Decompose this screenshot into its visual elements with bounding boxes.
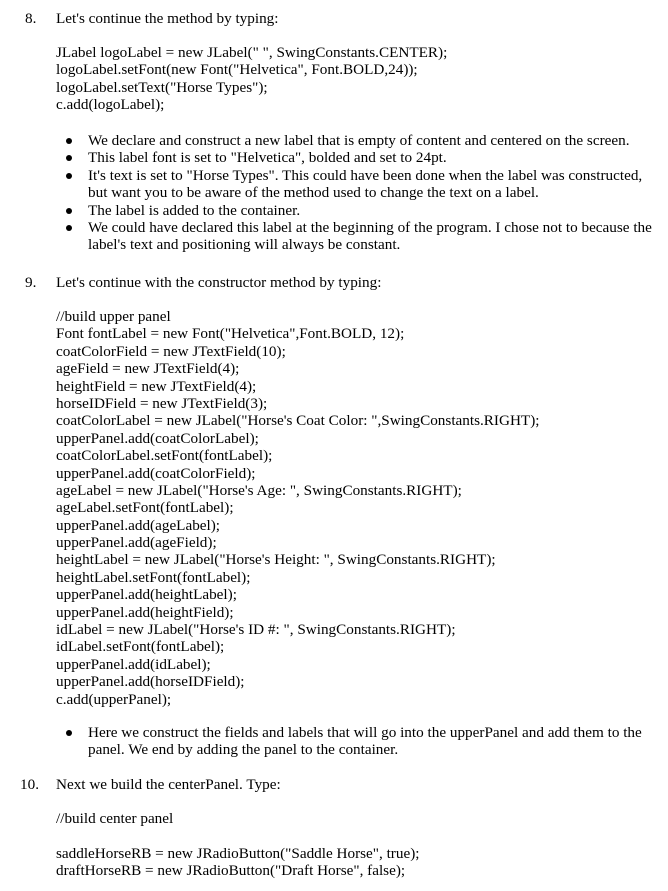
step-intro: Next we build the centerPanel. Type: — [56, 776, 281, 793]
code-block-step-10 — [56, 845, 668, 880]
code-line: ageLabel.setFont(fontLabel); — [56, 499, 234, 517]
bullet-text: We declare and construct a new label that is empty of content and centered on the screen. — [88, 132, 630, 149]
code-line: upperPanel.add(heightLabel); — [56, 586, 237, 604]
bullet-dot — [66, 138, 72, 144]
bullet-list-step-8 — [0, 132, 668, 254]
code-line: upperPanel.add(heightField); — [56, 603, 234, 621]
code-line: c.add(upperPanel); — [56, 690, 172, 708]
bullet-item — [0, 724, 668, 759]
code-block-step-8 — [56, 44, 668, 114]
bullet-item — [0, 167, 668, 202]
code-line: ageLabel = new JLabel("Horse's Age: ", SwingConstants.RIGHT); — [56, 481, 462, 499]
step-number: 10. — [20, 776, 39, 793]
bullet-dot — [66, 173, 72, 179]
code-line: //build upper panel — [56, 308, 171, 325]
code-line: horseIDField = new JTextField(3); — [56, 394, 268, 412]
code-line: JLabel logoLabel = new JLabel(" ", SwingConstants.CENTER); — [56, 44, 448, 61]
code-line: c.add(logoLabel); — [56, 96, 165, 114]
bullet-dot — [66, 730, 72, 736]
code-line: idLabel = new JLabel("Horse's ID #: ", SwingConstants.RIGHT); — [56, 621, 456, 639]
code-line: logoLabel.setFont(new Font("Helvetica", Font.BOLD,24)); — [56, 61, 418, 79]
bullet-text: We could have declared this label at the beginning of the program. I chose not to because the label's text and positioning will always be constant. — [88, 219, 652, 254]
bullet-text: Here we construct the fields and labels that will go into the upperPanel and add them to the panel. We end by adding the panel to the container. — [88, 724, 642, 759]
bullet-dot — [66, 225, 72, 231]
bullet-item — [0, 132, 668, 149]
code-line: idLabel.setFont(fontLabel); — [56, 638, 225, 656]
code-block-step-9 — [56, 308, 668, 708]
bullet-item — [0, 202, 668, 219]
code-line: coatColorLabel = new JLabel("Horse's Coat Color: ",SwingConstants.RIGHT); — [56, 412, 540, 430]
code-line: upperPanel.add(coatColorField); — [56, 464, 256, 482]
bullet-text: This label font is set to "Helvetica", bolded and set to 24pt. — [88, 149, 447, 167]
bullet-list-step-9 — [0, 724, 668, 759]
code-line: heightLabel = new JLabel("Horse's Height: ", SwingConstants.RIGHT); — [56, 551, 496, 569]
step-intro: Let's continue with the constructor method by typing: — [56, 274, 382, 291]
bullet-text: It's text is set to "Horse Types". This could have been done when the label was constructed, but want you to be aware of the method used to change the text on a label. — [88, 166, 643, 202]
step-number: 9. — [25, 274, 37, 291]
bullet-item — [0, 219, 668, 254]
step-intro: Let's continue the method by typing: — [56, 10, 279, 27]
code-line: upperPanel.add(ageField); — [56, 534, 217, 552]
code-line: coatColorLabel.setFont(fontLabel); — [56, 447, 273, 465]
code-line: heightField = new JTextField(4); — [56, 377, 257, 395]
code-comment-step-10 — [56, 810, 668, 827]
code-line: upperPanel.add(coatColorLabel); — [56, 429, 259, 447]
code-line: heightLabel.setFont(fontLabel); — [56, 568, 251, 586]
code-line: upperPanel.add(idLabel); — [56, 655, 211, 673]
code-line: logoLabel.setText("Horse Types"); — [56, 78, 268, 96]
code-line: ageField = new JTextField(4); — [56, 360, 240, 378]
code-line: upperPanel.add(ageLabel); — [56, 516, 221, 534]
bullet-dot — [66, 208, 72, 214]
code-line: upperPanel.add(horseIDField); — [56, 673, 245, 691]
step-number: 8. — [25, 10, 37, 27]
bullet-item — [0, 149, 668, 166]
code-line: coatColorField = new JTextField(10); — [56, 342, 286, 360]
bullet-dot — [66, 155, 72, 161]
bullet-text: The label is added to the container. — [88, 201, 301, 219]
code-line: saddleHorseRB = new JRadioButton("Saddle Horse", true); — [56, 845, 420, 862]
code-line: //build center panel — [56, 810, 174, 827]
code-line: Font fontLabel = new Font("Helvetica",Font.BOLD, 12); — [56, 325, 405, 343]
code-line: draftHorseRB = new JRadioButton("Draft Horse", false); — [56, 862, 406, 880]
